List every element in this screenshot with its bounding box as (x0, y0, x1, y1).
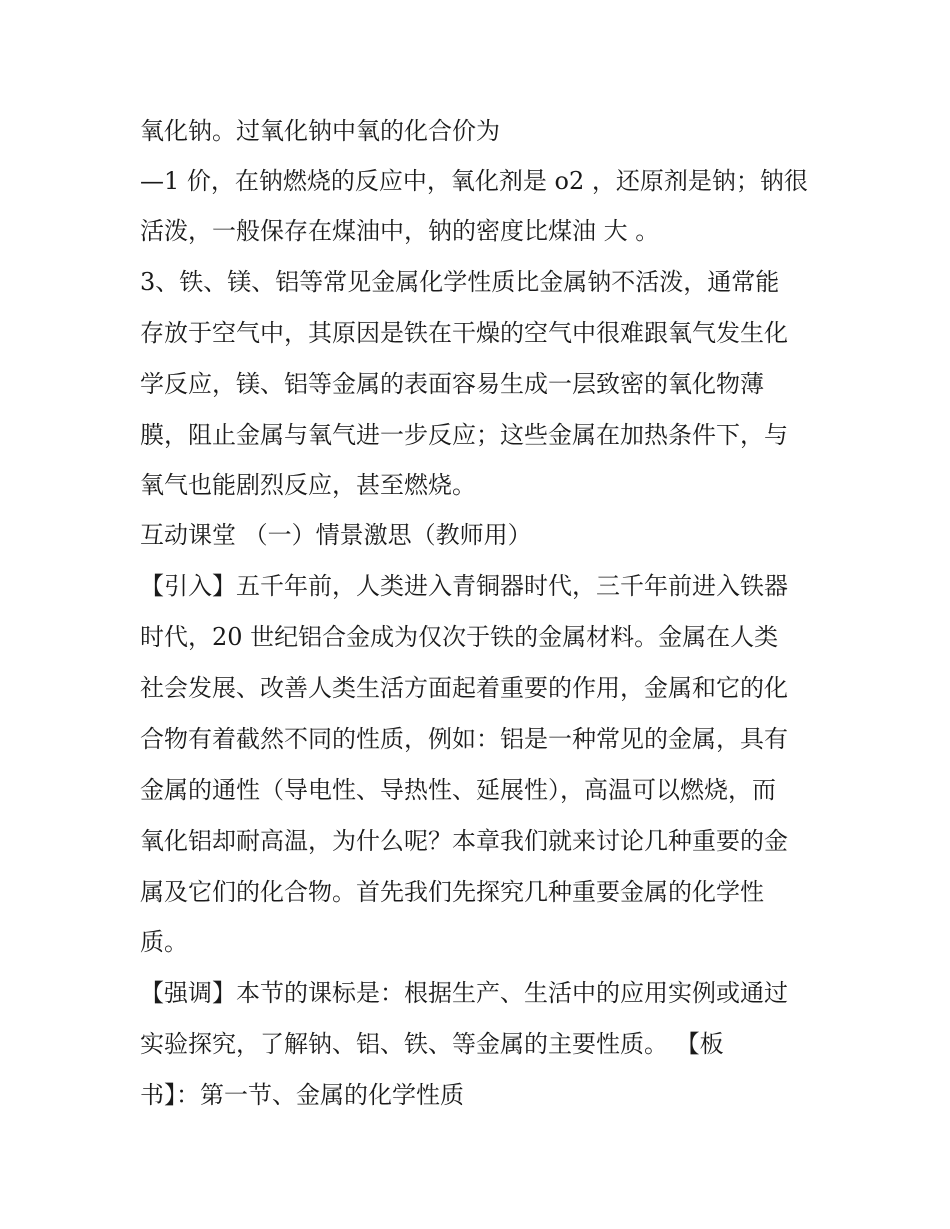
text-line: 存放于空气中，其原因是铁在干燥的空气中很难跟氧气发生化 (140, 319, 788, 347)
text-line: 金属的通性（导电性、导热性、延展性），高温可以燃烧，而 (140, 776, 776, 804)
text-line: 【引入】五千年前，人类进入青铜器时代，三千年前进入铁器 (140, 572, 788, 600)
text-line: 学反应，镁、铝等金属的表面容易生成一层致密的氧化物薄 (140, 370, 764, 398)
text-line: 【强调】本节的课标是：根据生产、生活中的应用实例或通过 (140, 979, 788, 1007)
text-line: 氧化钠。过氧化钠中氧的化合价为 (140, 117, 500, 145)
text-line: —1 价，在钠燃烧的反应中，氧化剂是 o2 ，还原剂是钠；钠很 (140, 167, 808, 195)
text-line: 实验探究，了解钠、铝、铁、等金属的主要性质。 【板 (140, 1030, 724, 1058)
text-line: 社会发展、改善人类生活方面起着重要的作用，金属和它的化 (140, 674, 788, 702)
text-line: 书】：第一节、金属的化学性质 (140, 1081, 464, 1109)
text-line: 属及它们的化合物。首先我们先探究几种重要金属的化学性 (140, 878, 764, 906)
text-line: 氧气也能剧烈反应，甚至燃烧。 (140, 471, 476, 499)
text-line: 活泼，一般保存在煤油中，钠的密度比煤油 大 。 (140, 217, 660, 245)
text-line: 合物有着截然不同的性质，例如：铝是一种常见的金属，具有 (140, 725, 788, 753)
section-heading: 互动课堂 （一）情景激思（教师用） (140, 521, 532, 549)
text-line: 质。 (140, 928, 188, 956)
text-line: 氧化铝却耐高温，为什么呢？本章我们就来讨论几种重要的金 (140, 827, 788, 855)
text-line: 膜，阻止金属与氧气进一步反应；这些金属在加热条件下，与 (140, 421, 788, 449)
text-line: 时代，20 世纪铝合金成为仅次于铁的金属材料。金属在人类 (140, 623, 779, 651)
text-line: 3、铁、镁、铝等常见金属化学性质比金属钠不活泼，通常能 (140, 268, 780, 296)
